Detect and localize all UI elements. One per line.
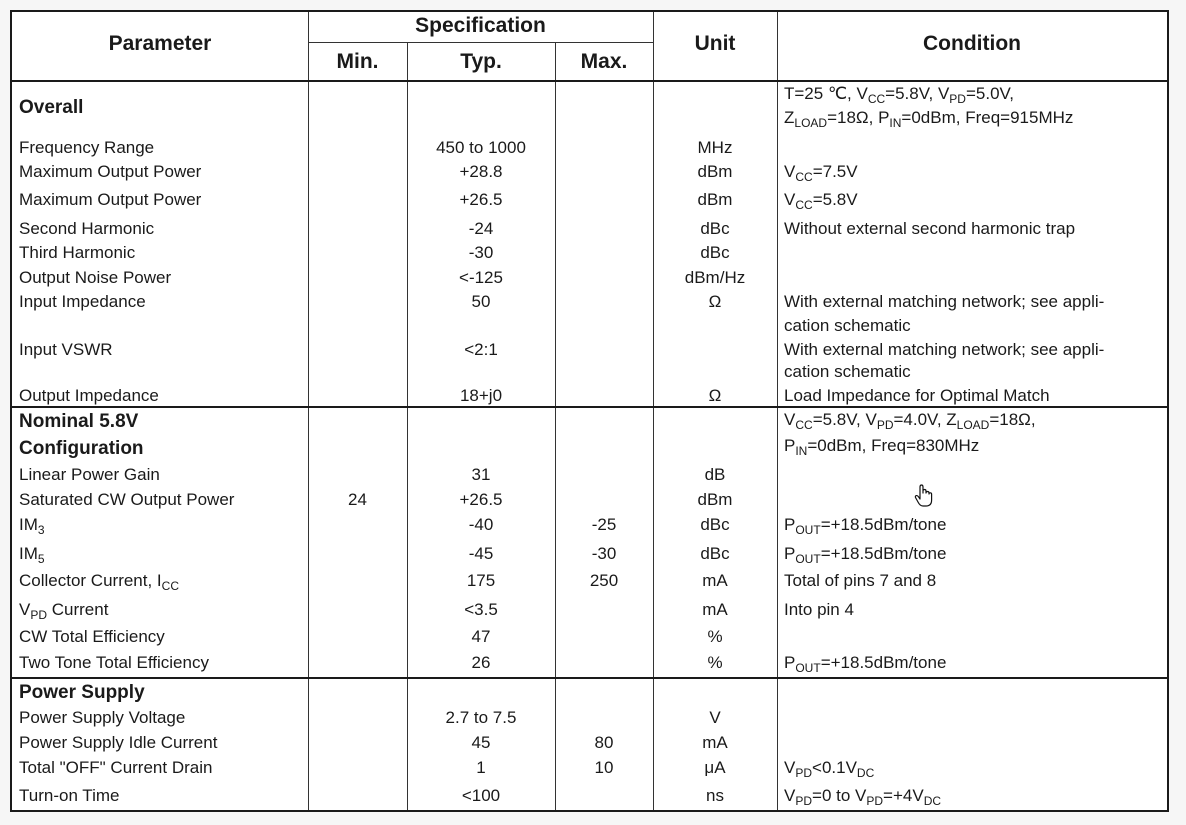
unit-cell: V	[709, 708, 721, 727]
typ-cell: 26	[471, 653, 491, 672]
condition-cell: Without external second harmonic trap	[784, 219, 1076, 238]
typ-cell: -24	[468, 219, 494, 238]
param-cell: Power Supply Voltage	[19, 708, 186, 727]
typ-cell: <2:1	[464, 340, 498, 359]
typ-cell: -30	[468, 243, 494, 262]
param-cell: Maximum Output Power	[19, 162, 202, 181]
condition-cell: $P_{OUT}=+18.5dBm$/tone	[784, 653, 947, 675]
header-unit: Unit	[694, 32, 736, 55]
unit-cell: dBm	[697, 162, 733, 181]
header-max: Max.	[580, 50, 628, 73]
condition-cell: Total of pins 7 and 8	[784, 571, 937, 590]
unit-cell: dB	[704, 465, 726, 484]
condition-cell: cation schematic	[784, 362, 911, 381]
section-title-nominal-2: Configuration	[19, 438, 144, 459]
param-cell: Output Impedance	[19, 386, 159, 405]
param-cell: Collector Current, $I_{CC}$	[19, 571, 180, 593]
condition-cell: cation schematic	[784, 316, 911, 335]
section-title-power: Power Supply	[19, 682, 145, 703]
divider-unit	[777, 12, 778, 810]
max-cell: -25	[591, 515, 617, 534]
typ-cell: 31	[471, 465, 491, 484]
unit-cell: Ω	[708, 292, 722, 311]
param-cell: CW Total Efficiency	[19, 627, 165, 646]
param-cell: Turn-on Time	[19, 786, 120, 805]
condition-cell: $V_{CC}=7.5V$	[784, 162, 858, 184]
condition-cell: With external matching network; see appli-	[784, 340, 1105, 359]
typ-cell: <100	[461, 786, 501, 805]
param-cell: Total "OFF" Current Drain	[19, 758, 213, 777]
param-cell: Input Impedance	[19, 292, 146, 311]
section-title-overall: Overall	[19, 97, 84, 118]
unit-cell: dBc	[700, 219, 730, 238]
unit-cell: mA	[702, 600, 728, 619]
condition-cell: With external matching network; see appli-	[784, 292, 1105, 311]
param-cell: Linear Power Gain	[19, 465, 160, 484]
unit-cell: dBc	[700, 243, 730, 262]
typ-cell: 2.7 to 7.5	[445, 708, 517, 727]
condition-cell: $V_{CC}=5.8V$, $V_{PD}=4.0V$, $Z_{LOAD}=18\Omega$,	[784, 410, 1036, 432]
typ-cell: 1	[476, 758, 486, 777]
unit-cell: %	[707, 627, 723, 646]
typ-cell: <-125	[459, 268, 503, 287]
section-title-nominal: Nominal 5.8V	[19, 411, 139, 432]
header-specification: Specification	[415, 14, 546, 37]
divider-typ	[555, 42, 556, 810]
param-cell: Input VSWR	[19, 340, 113, 359]
condition-cell: $P_{OUT}=+18.5dBm$/tone	[784, 544, 947, 566]
hand-cursor-icon	[913, 483, 935, 514]
typ-cell: 45	[471, 733, 491, 752]
condition-cell: Into pin 4	[784, 600, 854, 619]
param-cell: Saturated CW Output Power	[19, 490, 235, 509]
unit-cell: dBc	[700, 515, 730, 534]
typ-cell: +28.8	[459, 162, 503, 181]
header-condition: Condition	[923, 32, 1021, 55]
param-cell: $IM_3$	[19, 515, 45, 537]
typ-cell: -40	[468, 515, 494, 534]
unit-cell: ns	[706, 786, 724, 805]
param-cell: Output Noise Power	[19, 268, 172, 287]
unit-cell: dBm	[697, 190, 733, 209]
header-min: Min.	[336, 50, 379, 73]
max-cell: 10	[594, 758, 614, 777]
header-parameter: Parameter	[108, 32, 212, 55]
unit-cell: MHz	[697, 138, 733, 157]
divider-param	[308, 12, 309, 810]
condition-cell: $P_{IN}=0dBm$, Freq=830MHz	[784, 436, 980, 458]
unit-cell: Ω	[708, 386, 722, 405]
unit-cell: dBc	[700, 544, 730, 563]
typ-cell: 18+j0	[459, 386, 503, 405]
param-cell: $IM_5$	[19, 544, 45, 566]
max-cell: -30	[591, 544, 617, 563]
typ-cell: -45	[468, 544, 494, 563]
typ-cell: <3.5	[464, 600, 498, 619]
unit-cell: μA	[704, 758, 726, 777]
divider-spec-sub	[308, 42, 653, 43]
unit-cell: %	[707, 653, 723, 672]
typ-cell: 50	[471, 292, 491, 311]
param-cell: Power Supply Idle Current	[19, 733, 218, 752]
condition-cell: $V_{PD}<0.1V_{DC}$	[784, 758, 875, 780]
divider-power	[12, 677, 1167, 679]
min-cell: 24	[348, 490, 367, 509]
unit-cell: dBm/Hz	[684, 268, 746, 287]
condition-cell: $Z_{LOAD}=18\Omega$, $P_{IN}=0dBm$, Freq=915MHz	[784, 108, 1074, 130]
spec-table	[10, 10, 1169, 812]
unit-cell: mA	[702, 571, 728, 590]
param-cell: Two Tone Total Efficiency	[19, 653, 209, 672]
typ-cell: 175	[466, 571, 496, 590]
condition-cell: $P_{OUT}=+18.5dBm$/tone	[784, 515, 947, 537]
max-cell: 80	[594, 733, 614, 752]
condition-cell: T=25 ℃, $V_{CC}=5.8V$, $V_{PD}=5.0V$,	[784, 84, 1015, 106]
param-cell: Maximum Output Power	[19, 190, 202, 209]
typ-cell: 450 to 1000	[436, 138, 526, 157]
param-cell: Frequency Range	[19, 138, 155, 157]
header-typ: Typ.	[460, 50, 502, 73]
condition-cell: $V_{CC}=5.8V$	[784, 190, 858, 212]
param-cell: Third Harmonic	[19, 243, 136, 262]
divider-max	[653, 12, 654, 810]
condition-cell: Load Impedance for Optimal Match	[784, 386, 1050, 405]
unit-cell: mA	[702, 733, 728, 752]
condition-cell: $V_{PD}=0$ to $V_{PD}=+4V_{DC}$	[784, 786, 942, 808]
max-cell: 250	[589, 571, 619, 590]
typ-cell: 47	[471, 627, 491, 646]
typ-cell: +26.5	[459, 490, 503, 509]
unit-cell: dBm	[697, 490, 733, 509]
typ-cell: +26.5	[459, 190, 503, 209]
param-cell: Second Harmonic	[19, 219, 155, 238]
param-cell: $V_{PD}$ Current	[19, 600, 109, 622]
